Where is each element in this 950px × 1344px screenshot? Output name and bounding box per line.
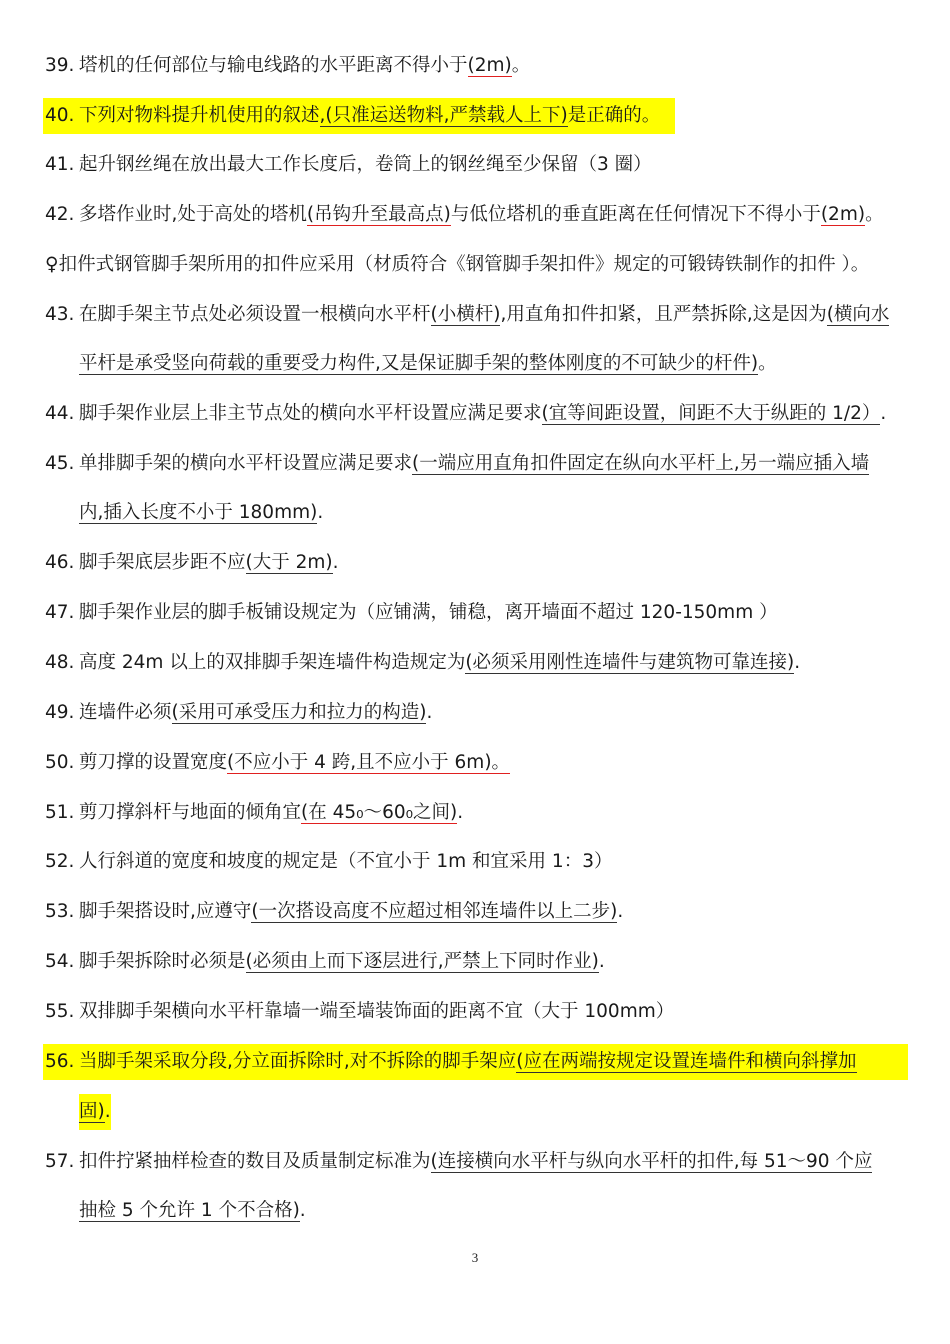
question-45: 45. 单排脚手架的横向水平杆设置应满足要求(一端应用直角扣件固定在纵向水平杆上,另一端应插入墙: [45, 453, 870, 474]
answer: (不应小于 4 跨,且不应小于 6m)。: [227, 752, 511, 773]
answer: (2m): [820, 204, 866, 225]
question-42b: ♀扣件式钢管脚手架所用的扣件应采用（材质符合《钢管脚手架扣件》规定的可锻铸铁制作的扣件 ）。: [45, 254, 870, 275]
question-46: 46. 脚手架底层步距不应(大于 2m).: [45, 552, 339, 573]
question-53: 53. 脚手架搭设时,应遵守(一次搭设高度不应超过相邻连墙件以上二步).: [45, 901, 624, 922]
answer: (连接横向水平杆与纵向水平杆的扣件,每 51～90 个应: [430, 1151, 873, 1172]
answer: 平杆是承受竖向荷载的重要受力构件,又是保证脚手架的整体刚度的不可缺少的杆件): [79, 353, 759, 374]
question-52: 52. 人行斜道的宽度和坡度的规定是（不宜小于 1m 和宜采用 1：3）: [45, 851, 613, 872]
question-57: 57. 扣件拧紧抽样检查的数目及质量制定标准为(连接横向水平杆与纵向水平杆的扣件,每 51～90 个应: [45, 1151, 873, 1172]
answer: (一次搭设高度不应超过相邻连墙件以上二步): [251, 901, 618, 922]
question-40: 40. 下列对物料提升机使用的叙述,(只准运送物料,严禁载人上下)是正确的。: [43, 98, 675, 134]
answer: (大于 2m): [245, 552, 333, 573]
answer: (采用可承受压力和拉力的构造): [171, 702, 427, 723]
question-50: 50. 剪刀撑的设置宽度(不应小于 4 跨,且不应小于 6m)。: [45, 752, 511, 773]
question-42: 42. 多塔作业时,处于高处的塔机(吊钩升至最高点)与低位塔机的垂直距离在任何情况下不得小于(2m)。: [45, 204, 884, 225]
answer: 抽检 5 个允许 1 个不合格): [79, 1200, 300, 1221]
question-49: 49. 连墙件必须(采用可承受压力和拉力的构造).: [45, 702, 433, 723]
question-41: 41. 起升钢丝绳在放出最大工作长度后，卷筒上的钢丝绳至少保留（3 圈）: [45, 154, 652, 175]
answer: (必须采用刚性连墙件与建筑物可靠连接): [465, 652, 795, 673]
answer: (应在两端按规定设置连墙件和横向斜撑加: [516, 1051, 857, 1072]
question-48: 48. 高度 24m 以上的双排脚手架连墙件构造规定为(必须采用刚性连墙件与建筑物可靠连接).: [45, 652, 801, 673]
answer: (2m): [467, 55, 512, 76]
question-39: 39. 塔机的任何部位与输电线路的水平距离不得小于(2m)。: [45, 55, 531, 76]
question-43: 43. 在脚手架主节点处必须设置一根横向水平杆(小横杆),用直角扣件扣紧，且严禁拆除,这是因为(横向水: [45, 304, 890, 325]
answer: (必须由上而下逐层进行,严禁上下同时作业): [245, 951, 599, 972]
answer: 固): [79, 1101, 105, 1122]
answer: (小横杆): [430, 304, 501, 325]
answer: (吊钩升至最高点): [306, 204, 451, 225]
question-56: 56. 当脚手架采取分段,分立面拆除时,对不拆除的脚手架应(应在两端按规定设置连墙件和横向斜撑加: [43, 1044, 908, 1080]
answer: (宜等间距设置，间距不大于纵距的 1/2）: [541, 403, 881, 424]
question-55: 55. 双排脚手架横向水平杆靠墙一端至墙装饰面的距离不宜（大于 100mm）: [45, 1001, 675, 1022]
question-57-cont: 抽检 5 个允许 1 个不合格).: [79, 1200, 306, 1221]
answer: (横向水: [826, 304, 890, 325]
question-43-cont: 平杆是承受竖向荷载的重要受力构件,又是保证脚手架的整体刚度的不可缺少的杆件)。: [79, 353, 777, 374]
page-number: 3: [471, 1250, 479, 1265]
question-56-cont: 固).: [79, 1094, 111, 1130]
answer: ,(只准运送物料,严禁载人上下): [319, 105, 568, 126]
answer: (一端应用直角扣件固定在纵向水平杆上,另一端应插入墙: [412, 453, 870, 474]
question-47: 47. 脚手架作业层的脚手板铺设规定为（应铺满，铺稳，离开墙面不超过 120-150mm ）: [45, 602, 778, 623]
question-54: 54. 脚手架拆除时必须是(必须由上而下逐层进行,严禁上下同时作业).: [45, 951, 605, 972]
answer: 内,插入长度不小于 180mm): [79, 502, 318, 523]
question-44: 44. 脚手架作业层上非主节点处的横向水平杆设置应满足要求(宜等间距设置，间距不大于纵距的 1/2）.: [45, 403, 887, 424]
answer: (在 45₀～60₀之间): [301, 802, 458, 823]
question-51: 51. 剪刀撑斜杆与地面的倾角宜(在 45₀～60₀之间).: [45, 802, 464, 823]
female-symbol-icon: ♀: [45, 254, 59, 275]
question-45-cont: 内,插入长度不小于 180mm).: [79, 502, 324, 523]
